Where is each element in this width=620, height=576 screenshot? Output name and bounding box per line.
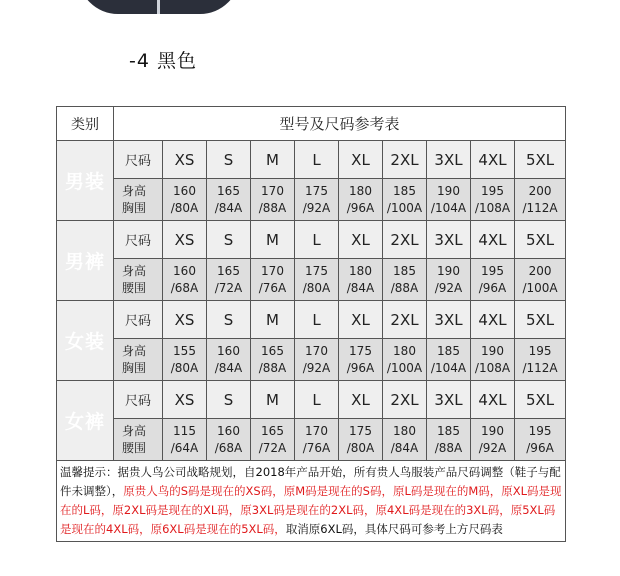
measure-cell [163,419,207,461]
height-value: 160 [173,263,196,278]
height-value: 190 [437,263,460,278]
size-cell: 4XL [471,381,515,419]
measure-cell [383,419,427,461]
girth-value: /88A [258,200,287,215]
girth-value: /84A [214,200,243,215]
measure-cell [471,339,515,381]
size-cell: M [251,141,295,179]
girth-value: /100A [522,280,558,295]
girth-value: /96A [478,280,507,295]
girth-label: 胸围 [122,360,147,375]
size-cell: 2XL [383,221,427,259]
size-row [57,301,566,339]
measure-cell [295,259,339,301]
girth-value: /80A [302,280,331,295]
measure-cell [471,179,515,221]
size-cell: 2XL [383,301,427,339]
size-row [57,221,566,259]
girth-value: /96A [526,440,554,455]
girth-value: /96A [346,200,375,215]
measure-cell [295,339,339,381]
measure-cell [339,419,383,461]
size-cell: XS [163,301,207,339]
height-value: 180 [349,183,372,198]
height-value: 170 [305,343,328,358]
measure-cell [339,179,383,221]
measure-cell [383,339,427,381]
height-label: 身高 [122,263,147,278]
height-value: 155 [173,343,196,358]
zipper-image [157,0,160,14]
height-value: 180 [393,343,416,358]
measure-cell [251,259,295,301]
height-value: 185 [437,423,460,438]
measure-cell [515,179,566,221]
girth-value: /104A [430,200,467,215]
size-cell: XS [163,381,207,419]
girth-value: /80A [346,440,375,455]
measure-cell [251,419,295,461]
size-sections [57,141,566,461]
height-value: 160 [173,183,196,198]
measure-cell [251,179,295,221]
size-cell: M [251,301,295,339]
size-cell: XL [339,141,383,179]
height-value: 170 [261,183,284,198]
height-value: 165 [217,263,240,278]
measure-cell [251,339,295,381]
girth-value: /112A [522,360,558,375]
category-label: 男装 [57,141,114,221]
size-cell: S [207,381,251,419]
size-cell: 2XL [383,141,427,179]
height-value: 160 [217,343,240,358]
size-row [57,141,566,179]
height-value: 185 [437,343,460,358]
girth-value: /84A [346,280,375,295]
size-cell: 5XL [515,141,566,179]
measure-cell [383,259,427,301]
size-cell: 5XL [515,221,566,259]
category-header: 类别 [57,107,114,141]
size-cell: XS [163,221,207,259]
measure-cell [207,259,251,301]
height-value: 165 [261,423,284,438]
height-value: 195 [528,343,552,358]
height-value: 195 [528,423,552,438]
girth-value: /92A [434,280,463,295]
size-cell: XL [339,381,383,419]
measure-cell [207,419,251,461]
size-cell: 5XL [515,381,566,419]
note-row [57,461,566,542]
girth-value: /100A [386,360,423,375]
height-value: 175 [349,423,372,438]
category-label: 女裤 [57,381,114,461]
size-label: 尺码 [114,221,163,259]
size-cell: 3XL [427,221,471,259]
girth-value: /96A [346,360,375,375]
size-cell: S [207,301,251,339]
girth-value: /92A [302,200,331,215]
size-cell: 2XL [383,381,427,419]
measure-cell [163,259,207,301]
size-row [57,381,566,419]
girth-value: /72A [214,280,243,295]
measure-cell [163,339,207,381]
measure-label [114,419,163,461]
measure-row [57,339,566,381]
height-label: 身高 [122,183,147,198]
product-image-crop [78,0,240,14]
color-caption: -4 黑色 [129,50,197,72]
size-cell: XS [163,141,207,179]
size-cell: M [251,381,295,419]
girth-value: /68A [170,280,199,295]
measure-cell [207,179,251,221]
measure-cell [339,339,383,381]
height-value: 190 [481,343,504,358]
height-value: 200 [528,183,552,198]
girth-value: /88A [434,440,463,455]
size-cell: 3XL [427,381,471,419]
measure-label [114,339,163,381]
girth-value: /104A [430,360,467,375]
girth-value: /72A [258,440,287,455]
measure-cell [427,339,471,381]
category-label: 男裤 [57,221,114,301]
height-value: 190 [481,423,504,438]
girth-value: /88A [258,360,287,375]
girth-value: /108A [474,200,511,215]
size-cell: M [251,221,295,259]
girth-label: 腰围 [122,280,147,295]
girth-value: /84A [214,360,243,375]
height-value: 175 [305,263,328,278]
size-cell: L [295,141,339,179]
size-cell: L [295,221,339,259]
measure-cell [163,179,207,221]
height-value: 170 [261,263,284,278]
girth-label: 腰围 [122,440,147,455]
girth-label: 胸围 [122,200,147,215]
girth-value: /68A [214,440,243,455]
girth-value: /80A [170,360,199,375]
girth-value: /76A [302,440,331,455]
measure-cell [515,339,566,381]
note-text-red: 原贵人鸟的S码是现在的XS码，原M码是现在的S码，原L码是现在的M码，原XL码是现在的L码，原2XL码是现在的XL码，原3XL码是现在的2XL码，原4XL码是现在的3XL码，原5XL码是现在的4XL码，原6XL码是现在的5XL码， [60,484,562,536]
girth-value: /80A [170,200,199,215]
measure-row [57,419,566,461]
size-cell: 3XL [427,301,471,339]
measure-cell [427,419,471,461]
measure-cell [515,419,566,461]
measure-cell [427,259,471,301]
height-value: 175 [349,343,372,358]
table-header-row [57,107,566,141]
note-text-black-1: 温馨提示：据贵人鸟公司战略规划，自2018年产品开始，所有贵人鸟服装产品尺码调整（鞋子与配件未调整）， [60,465,561,498]
girth-value: /76A [258,280,287,295]
size-cell: L [295,381,339,419]
height-value: 180 [393,423,416,438]
size-cell: 5XL [515,301,566,339]
measure-cell [295,419,339,461]
size-label: 尺码 [114,301,163,339]
height-value: 165 [217,183,240,198]
measure-cell [471,259,515,301]
note-text-black-2: 取消原6XL码，具体尺码可参考上方尺码表 [285,522,503,536]
girth-value: /92A [478,440,507,455]
height-value: 175 [305,183,328,198]
category-label: 女装 [57,301,114,381]
size-cell: 3XL [427,141,471,179]
table-title: 型号及尺码参考表 [114,107,566,141]
size-chart-table [56,106,566,542]
measure-cell [339,259,383,301]
height-value: 180 [349,263,372,278]
size-cell: 4XL [471,221,515,259]
size-label: 尺码 [114,141,163,179]
girth-value: /84A [390,440,419,455]
height-value: 185 [393,263,416,278]
height-label: 身高 [122,343,147,358]
height-value: 160 [217,423,240,438]
measure-row [57,259,566,301]
size-cell: S [207,141,251,179]
girth-value: /88A [390,280,419,295]
measure-cell [427,179,471,221]
height-value: 195 [481,183,504,198]
size-cell: 4XL [471,141,515,179]
measure-cell [515,259,566,301]
height-value: 115 [173,423,196,438]
size-cell: L [295,301,339,339]
measure-cell [207,339,251,381]
height-value: 170 [305,423,328,438]
measure-row [57,179,566,221]
height-value: 185 [393,183,416,198]
girth-value: /100A [386,200,423,215]
height-label: 身高 [122,423,147,438]
girth-value: /64A [170,440,199,455]
girth-value: /92A [302,360,331,375]
size-label: 尺码 [114,381,163,419]
height-value: 195 [481,263,504,278]
girth-value: /112A [522,200,558,215]
measure-label [114,179,163,221]
measure-cell [295,179,339,221]
height-value: 200 [528,263,552,278]
size-cell: XL [339,301,383,339]
size-cell: XL [339,221,383,259]
height-value: 165 [261,343,284,358]
size-cell: 4XL [471,301,515,339]
measure-cell [383,179,427,221]
girth-value: /108A [474,360,511,375]
size-note [57,461,566,542]
size-cell: S [207,221,251,259]
measure-cell [471,419,515,461]
measure-label [114,259,163,301]
height-value: 190 [437,183,460,198]
